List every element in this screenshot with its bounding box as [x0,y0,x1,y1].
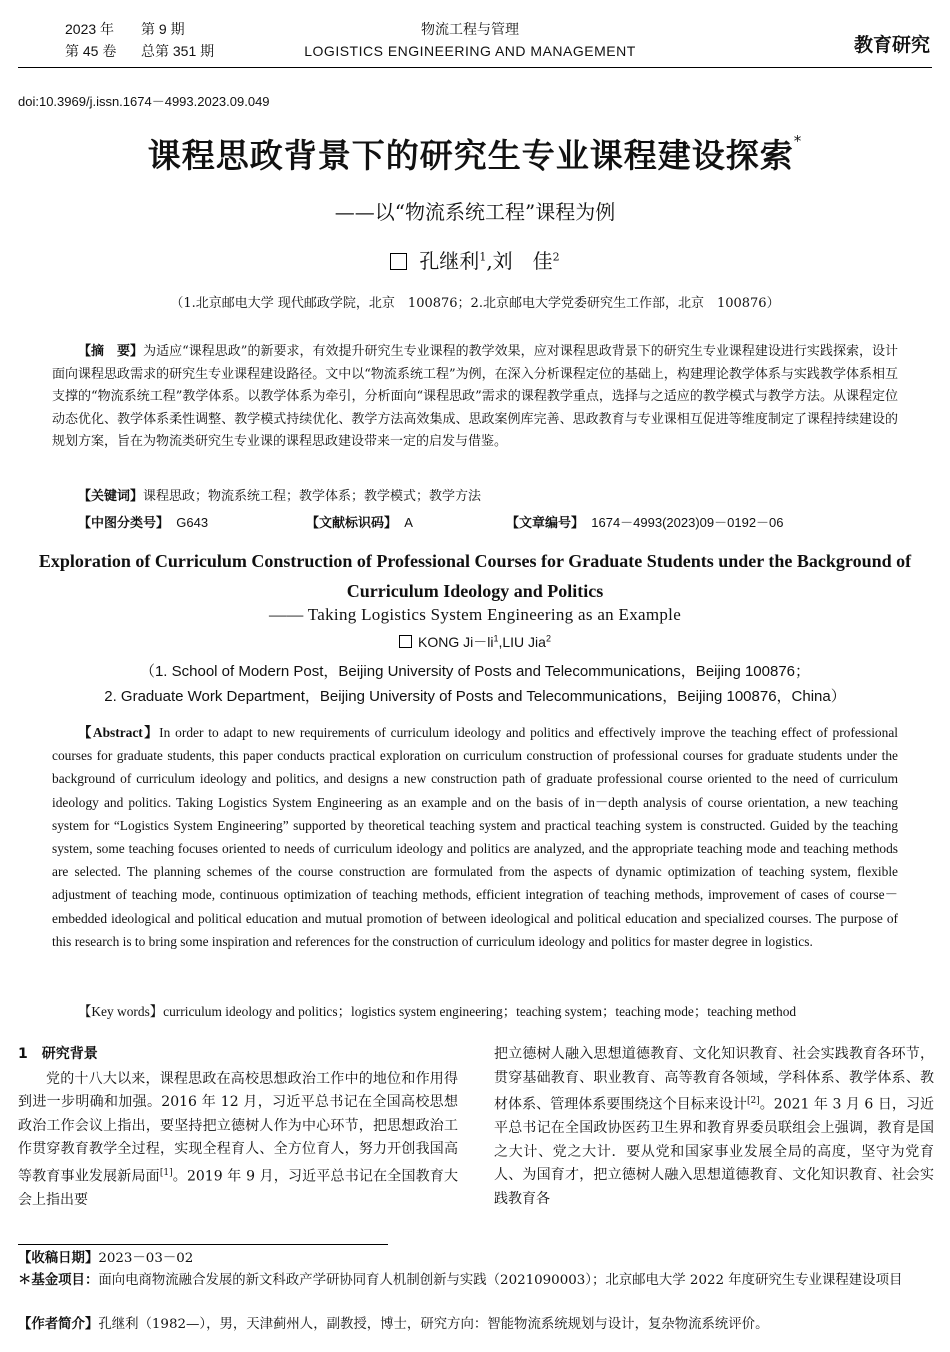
paragraph [494,1043,934,1211]
fund-text: 面向电商物流融合发展的新文科政产学研协同育人机制创新与实践（2021090003）；北京邮电大学 2022 年度研究生专业课程建设项目 [98,1273,903,1288]
header-year: 2023 年 [65,21,115,37]
paragraph-text: 。2021 年 3 月 6 日，习近平总书记在全国政协医药卫生界和教育界委员联组会上强调，教育是国之大计、党之大计．要从党和国家事业发展全局的高度，坚守为党育人、为国育才，把立德树人融入思想道德教育、文化知识教育、社会实践教育各 [494,1096,935,1207]
citation: [1] [159,1167,173,1178]
affiliations-cn: （1.北京邮电大学 现代邮政学院，北京 100876；2.北京邮电大学党委研究生工作部，北京 100876） [170,296,780,311]
author-1: 孔继利 [419,249,480,273]
keywords-en-label: 【Key words】 [78,1004,164,1019]
paper-subtitle-cn: ——以“物流系统工程”课程为例 [334,200,616,224]
header-divider [18,67,932,68]
keywords-cn [52,485,481,504]
author-2-affil: 2 [552,250,560,264]
fund-label: ＊基金项目： [18,1273,99,1288]
author-box-icon [399,635,412,648]
author-en-1-affil: 1 [493,633,499,644]
paper-subtitle-en: —— Taking Logistics System Engineering as an Example [268,605,682,624]
header-issue: 第 9 期 [141,21,185,37]
doc-value: A [404,515,413,530]
affiliation-en-2: 2. Graduate Work Department，Beijing University of Posts and Telecommunications，Beijing 100876，China） [104,688,846,705]
article-number [506,512,784,531]
authors-cn [0,245,950,274]
doc-label: 【文献标识码】 [306,516,398,531]
abstract-en [52,721,898,953]
doc-code [306,512,413,531]
author-en-1: KONG Ji－li [418,634,494,650]
title-text: 课程思政背景下的研究生专业课程建设探索 [147,136,794,175]
title-footnote-mark: * [793,132,803,150]
author-separator: , [486,249,493,273]
paper-title-cn [0,130,950,177]
journal-name-en: LOGISTICS ENGINEERING AND MANAGEMENT [304,43,636,59]
keywords-en [52,1001,898,1020]
journal-name-cn: 物流工程与管理 [421,21,519,37]
keywords-cn-text: 课程思政；物流系统工程；教学体系；教学模式；教学方法 [143,489,482,504]
header-journal [280,18,660,62]
keywords-en-text: curriculum ideology and politics；logistics system engineering；teaching system；teaching mode；teaching method [163,1004,797,1019]
doi: doi:10.3969/j.issn.1674－4993.2023.09.049 [18,94,270,109]
received-date: 2023－03－02 [98,1251,194,1266]
clc-label: 【中图分类号】 [78,516,170,531]
clc-code [78,512,208,531]
abstract-en-text: In order to adapt to new requirements of curriculum ideology and politics and effectively improve the teaching effect of professional courses for graduate students, this paper conducts practical exploration on curriculum construction of professional courses for graduate students under the background of curriculum ideology and politics, and designs a new construction path of graduate professional course oriented to the need of curriculum ideology and politics. Taking Logistics System Engineering as an example and on the basis of in－depth analysis of course orientation, a new teaching system for “Logistics System Engineering” supported by theoretical teaching system and practical teaching system is constructed. Guided by the teaching system, some teaching focuses oriented to needs of curriculum ideology and politics are analyzed, and the appropriate teaching mode and teaching methods are selected. The planning schemes of the course construction are formulated from the aspects of dynamic optimization of teaching system, flexible adjustment of teaching mode, continuous optimization of teaching methods, efficient integration of teaching methods, improvement of cases of course－embedded ideological and political education and mutual promotion of between ideological and political education and specialized courses. The purpose of this research is to bring some inspiration and references for the construction of curriculum ideology and politics for master degree in logistics. [52,725,898,949]
body-column-right [494,1043,934,1211]
abstract-cn [52,341,898,454]
author-en-separator: , [498,634,503,650]
author-en-2: LIU Jia [502,634,546,650]
section-label: 教育研究 [853,34,930,56]
footnote-received [18,1248,932,1269]
keywords-cn-label: 【关键词】 [78,489,144,504]
author-2: 刘 佳 [492,249,553,273]
affiliation-en-1: （1. School of Modern Post，Beijing University of Posts and Telecommunications，Beijing 100876； [139,663,811,680]
article-number-value: 1674－4993(2023)09－0192－06 [591,515,784,530]
clc-value: G643 [176,515,209,530]
footnote-divider [18,1244,388,1245]
paragraph [18,1068,458,1213]
received-label: 【收稿日期】 [18,1251,99,1266]
author-bio-text: 孔继利（1982—），男，天津蓟州人，副教授，博士，研究方向：智能物流系统规划与设计，复杂物流系统评价。 [98,1317,769,1332]
abstract-cn-label: 【摘 要】 [78,344,144,359]
author-en-2-affil: 2 [545,633,551,644]
body-column-left [18,1043,458,1212]
authors-en [0,632,950,652]
citation: [2] [746,1096,760,1106]
footnote-author [18,1314,932,1335]
paragraph-text: 。2019 年 9 月，习近平总书记在全国教育大会上指出要 [18,1168,459,1208]
paragraph-text: 党的十八大以来，课程思政在高校思想政治工作中的地位和作用得到进一步明确和加强。2016 年 12 月，习近平总书记在全国高校思想政治工作会议上指出，要坚持把立德树人作为中心环节，把思想政治工作贯穿教育教学全过程，实现全程育人、全方位育人，努力开创我国高等教育事业发展新局面 [18,1070,458,1185]
header-left [65,18,214,62]
header-total-issue: 总第 351 期 [141,43,215,59]
paragraph-text: 把立德树人融入思想道德教育、文化知识教育、社会实践教育各环节，贯穿基础教育、职业教育、高等教育各领域，学科体系、教学体系、教材体系、管理体系要围绕这个目标来设计 [494,1046,934,1113]
paper-title-en: Exploration of Curriculum Construction of Professional Courses for Graduate Students under the Background of Curriculum Ideology and Politics [38,551,912,601]
footnote-fund [18,1270,932,1291]
author-box-icon [390,253,407,270]
article-number-label: 【文章编号】 [506,516,585,531]
author-bio-label: 【作者简介】 [18,1317,99,1332]
author-1-affil: 1 [479,250,487,264]
abstract-cn-text: 为适应“课程思政”的新要求，有效提升研究生专业课程的教学效果，应对课程思政背景下的研究生专业课程建设进行实践探索，设计面向课程思政需求的研究生专业课程建设路径。文中以“物流系统工程”为例，在深入分析课程定位的基础上，构建理论教学体系与实践教学体系相互支撑的“物流系统工程”教学体系。以教学体系为牵引，分析面向“课程思政”需求的课程教学重点，选择与之适应的教学模式与教学方法。从课程定位动态优化、教学体系柔性调整、教学模式持续优化、教学方法高效集成、思政案例库完善、思政教育与专业课相互促进等维度制定了课程持续建设的规划方案，旨在为物流类研究生专业课的课程思政建设带来一定的启发与借鉴。 [52,344,898,450]
abstract-en-label: 【Abstract】 [78,725,160,740]
section-heading: 1 研究背景 [18,1046,98,1062]
header-volume: 第 45 卷 [65,43,117,59]
affiliations-en [0,659,950,709]
